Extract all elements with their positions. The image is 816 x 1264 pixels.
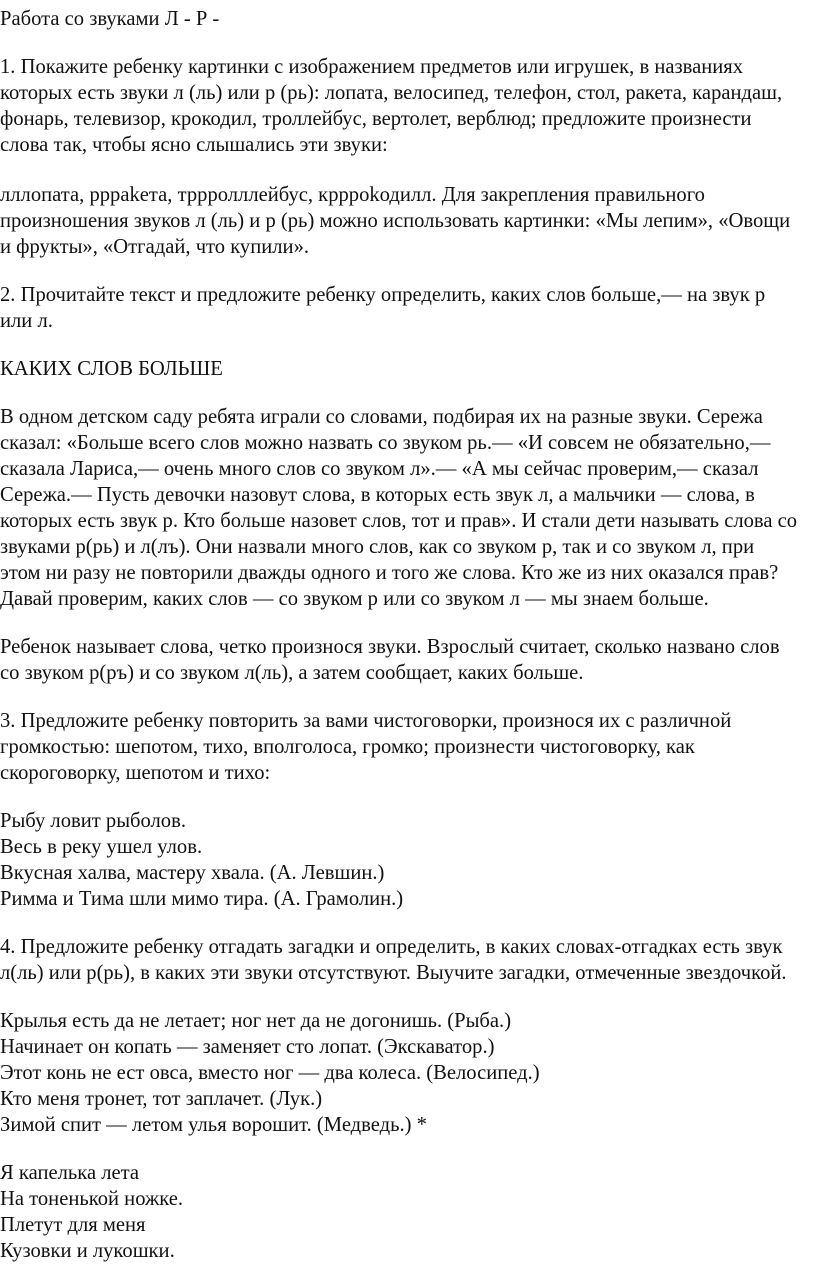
riddle-1: Крылья есть да не летает; ног нет да не догонишь. (Рыба.) [0,1010,512,1032]
section1-example-line-3: и фрукты», «Отгадай, что купили». [0,236,310,258]
story-line-6: звуками р(рь) и л(лъ). Они назвали много слов, как со звуком р, так и со звуком л, при [0,536,755,558]
section4-line-1: 4. Предложите ребенку отгадать загадки и определить, в каких словах-отгадках есть звук [0,936,783,958]
section4-line-2: л(ль) или р(рь), в каких эти звуки отсутствуют. Выучите загадки, отмеченные звездочкой. [0,962,787,984]
note-line-1: Ребенок называет слова, четко произнося звуки. Взрослый считает, сколько названо слов [0,636,780,658]
story-line-3: сказала Лариса,— очень много слов со звуком л».— «А мы сейчас проверим,— сказал [0,458,759,480]
section2-line-2: или л. [0,310,53,332]
tongue-twister-2: Весь в реку ушел улов. [0,836,203,858]
story-line-7: этом ни разу не повторили дважды одного и того же слова. Кто же из них оказался прав? [0,562,779,584]
riddle-4: Кто меня тронет, тот заплачет. (Лук.) [0,1088,323,1110]
story-line-4: Сережа.— Пусть девочки назовут слова, в которых есть звук л, а мальчики — слова, в [0,484,755,506]
section1-example-line-2: произношения звуков л (ль) и р (рь) можно использовать картинки: «Мы лепим», «Овощи [0,210,791,232]
section1-line-1: 1. Покажите ребенку картинки с изображением предметов или игрушек, в названиях [0,56,744,78]
tongue-twister-4: Римма и Тима шли мимо тира. (А. Грамолин.) [0,888,404,910]
poem-line-2: На тоненькой ножке. [0,1188,184,1210]
tongue-twister-3: Вкусная халва, мастеру хвала. (А. Левшин.) [0,862,385,884]
exaggerated-words: лллопата, рррakета, тррролллейбус, кррроkодилл. [0,184,437,206]
document-title: Работа со звуками Л - Р - [0,8,220,30]
riddle-5: Зимой спит — летом улья ворошит. (Медведь.) * [0,1114,427,1136]
section3-line-3: скороговорку, шепотом и тихо: [0,762,271,784]
story-line-5: которых есть звук р. Кто больше назовет слов, тот и прав». И стали дети называть слова со [0,510,798,532]
note-line-2: со звуком р(ръ) и со звуком л(ль), а затем сообщает, каких больше. [0,662,584,684]
poem-line-4: Кузовки и лукошки. [0,1240,175,1262]
poem-line-1: Я капелька лета [0,1162,140,1184]
section2-line-1: 2. Прочитайте текст и предложите ребенку определить, каких слов больше,— на звук р [0,284,766,306]
tongue-twister-1: Рыбу ловит рыболов. [0,810,186,832]
story-line-8: Давай проверим, каких слов — со звуком р или со звуком л — мы знаем больше. [0,588,709,610]
section1-line-3: фонарь, телевизор, крокодил, троллейбус, вертолет, верблюд; предложите произнести [0,108,752,130]
story-heading: КАКИХ СЛОВ БОЛЬШЕ [0,358,223,380]
story-line-1: В одном детском саду ребята играли со словами, подбирая их на разные звуки. Сережа [0,406,763,428]
section1-line-4: слова так, чтобы ясно слышались эти звуки: [0,134,388,156]
riddle-2: Начинает он копать — заменяет сто лопат. (Экскаватор.) [0,1036,495,1058]
section3-line-1: 3. Предложите ребенку повторить за вами чистоговорки, произнося их с различной [0,710,732,732]
poem-line-3: Плетут для меня [0,1214,146,1236]
section1-example-line-1: лллопата, рррakета, тррролллейбус, кррроkодилл. Для закрепления правильного [0,184,705,206]
section3-line-2: громкостью: шепотом, тихо, вполголоса, громко; произнести чистоговорку, как [0,736,695,758]
riddle-3: Этот конь не ест овса, вместо ног — два колеса. (Велосипед.) [0,1062,540,1084]
story-line-2: сказал: «Больше всего слов можно назвать со звуком рь.— «И совсем не обязательно,— [0,432,771,454]
section1-line-2: которых есть звуки л (ль) или р (рь): лопата, велосипед, телефон, стол, ракета, карандаш, [0,82,783,104]
